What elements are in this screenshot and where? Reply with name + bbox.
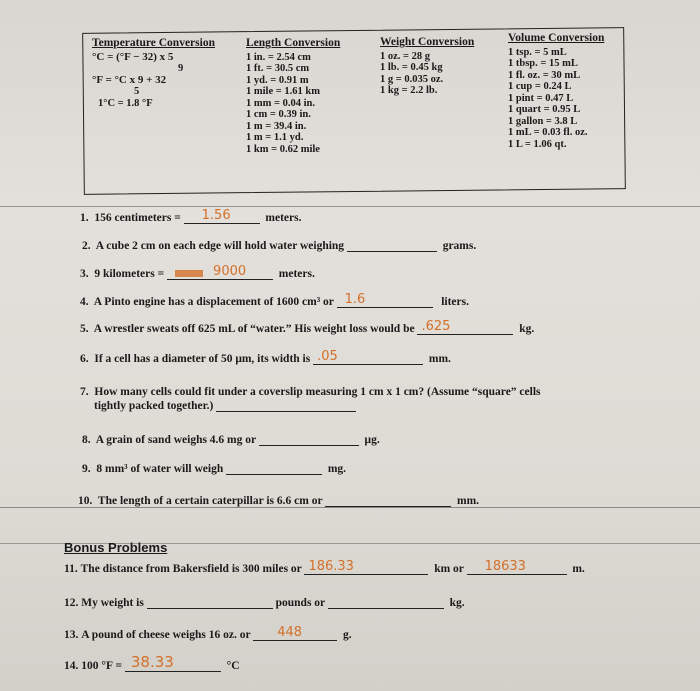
- answer-field-11-km[interactable]: 186.33: [304, 574, 428, 575]
- length-item: 1 ft. = 30.5 cm: [246, 63, 310, 74]
- question-4: 4. A Pinto engine has a displacement of 1600 cm³ or 1.6 liters.: [80, 292, 469, 308]
- length-item: 1 km = 0.62 mile: [246, 143, 320, 155]
- answer-field-13[interactable]: 448: [253, 640, 337, 641]
- volume-header: Volume Conversion: [508, 32, 605, 44]
- answer-field-12-pounds[interactable]: [147, 608, 273, 609]
- volume-item: 1 tbsp. = 15 mL: [508, 58, 578, 69]
- length-item: 1 mm = 0.04 in.: [246, 97, 315, 109]
- answer-field-8[interactable]: [259, 445, 359, 446]
- bonus-title: Bonus Problems: [64, 540, 168, 555]
- volume-item: 1 pint = 0.47 L: [508, 92, 574, 104]
- question-13: 13. A pound of cheese weighs 16 oz. or 448 g.: [64, 625, 352, 641]
- question-11: 11. The distance from Bakersfield is 300 miles or 186.33 km or 18633 m.: [64, 559, 585, 575]
- length-column: [246, 38, 340, 155]
- temperature-formula-f-denominator: 5: [134, 86, 140, 97]
- volume-item: 1 quart = 0.95 L: [508, 104, 581, 115]
- answer-field-11-m[interactable]: 18633: [467, 574, 567, 575]
- temperature-column: [92, 38, 215, 109]
- length-item: 1 m = 39.4 in.: [246, 120, 307, 132]
- question-14: 14. 100 °F = 38.33 °C: [64, 653, 240, 672]
- volume-item: 1 cup = 0.24 L: [508, 81, 572, 92]
- notebook-rule: [0, 507, 700, 508]
- volume-item: 1 mL = 0.03 fl. oz.: [508, 127, 588, 138]
- answer-field-10[interactable]: [325, 506, 451, 507]
- question-12: 12. My weight is pounds or kg.: [64, 597, 465, 609]
- question-5: 5. A wrestler sweats off 625 mL of “water.” His weight loss would be .625 kg.: [80, 319, 535, 335]
- question-9: 9. 8 mm³ of water will weigh mg.: [82, 463, 347, 475]
- answer-field-14[interactable]: 38.33: [125, 671, 221, 672]
- answer-field-9[interactable]: [226, 474, 322, 475]
- temperature-equivalence: 1°C = 1.8 °F: [98, 97, 153, 109]
- question-8: 8. A grain of sand weighs 4.6 mg or μg.: [82, 434, 380, 446]
- question-2: 2. A cube 2 cm on each edge will hold water weighing grams.: [82, 240, 477, 252]
- question-7-continued: tightly packed together.): [94, 400, 356, 412]
- scribble-mark: [175, 270, 203, 277]
- answer-field-5[interactable]: .625: [417, 334, 513, 335]
- question-3: 3. 9 kilometers = 9000 meters.: [80, 264, 315, 280]
- weight-column: [380, 37, 474, 97]
- length-item: 1 m = 1.1 yd.: [246, 132, 304, 143]
- length-header: Length Conversion: [246, 37, 341, 49]
- question-6: 6. If a cell has a diameter of 50 μm, its width is .05 mm.: [80, 349, 451, 365]
- weight-item: 1 kg = 2.2 lb.: [380, 85, 438, 96]
- question-10: 10. The length of a certain caterpillar is 6.6 cm or mm.: [78, 495, 480, 507]
- question-7: 7. How many cells could fit under a coverslip measuring 1 cm x 1 cm? (Assume “square” cells: [80, 386, 541, 398]
- question-1: 1. 156 centimeters = 1.56 meters.: [80, 208, 302, 224]
- weight-item: 1 g = 0.035 oz.: [380, 73, 444, 85]
- temperature-formula-c: °C = (°F − 32) x 5: [92, 50, 174, 63]
- notebook-rule: [0, 206, 700, 207]
- weight-header: Weight Conversion: [380, 36, 475, 48]
- answer-field-7[interactable]: [216, 411, 356, 412]
- answer-field-6[interactable]: .05: [313, 364, 423, 365]
- answer-field-1[interactable]: 1.56: [184, 223, 260, 224]
- volume-item: 1 gallon = 3.8 L: [508, 115, 578, 127]
- weight-item: 1 oz. = 28 g: [380, 50, 431, 62]
- answer-field-3[interactable]: 9000: [167, 279, 273, 280]
- volume-column: [508, 33, 604, 150]
- volume-item: 1 L = 1.06 qt.: [508, 138, 567, 150]
- length-item: 1 in. = 2.54 cm: [246, 51, 311, 63]
- answer-field-12-kg[interactable]: [328, 608, 444, 609]
- answer-field-4[interactable]: 1.6: [337, 307, 433, 308]
- volume-item: 1 fl. oz. = 30 mL: [508, 69, 581, 81]
- weight-item: 1 lb. = 0.45 kg: [380, 62, 443, 73]
- length-item: 1 mile = 1.61 km: [246, 86, 320, 97]
- length-item: 1 yd. = 0.91 m: [246, 74, 309, 86]
- temperature-formula-c-denominator: 9: [178, 63, 184, 74]
- volume-item: 1 tsp. = 5 mL: [508, 46, 567, 58]
- length-item: 1 cm = 0.39 in.: [246, 109, 311, 120]
- temperature-formula-f: °F = °C x 9 + 32: [92, 73, 167, 86]
- answer-field-2[interactable]: [347, 251, 437, 252]
- temperature-header: Temperature Conversion: [92, 37, 215, 49]
